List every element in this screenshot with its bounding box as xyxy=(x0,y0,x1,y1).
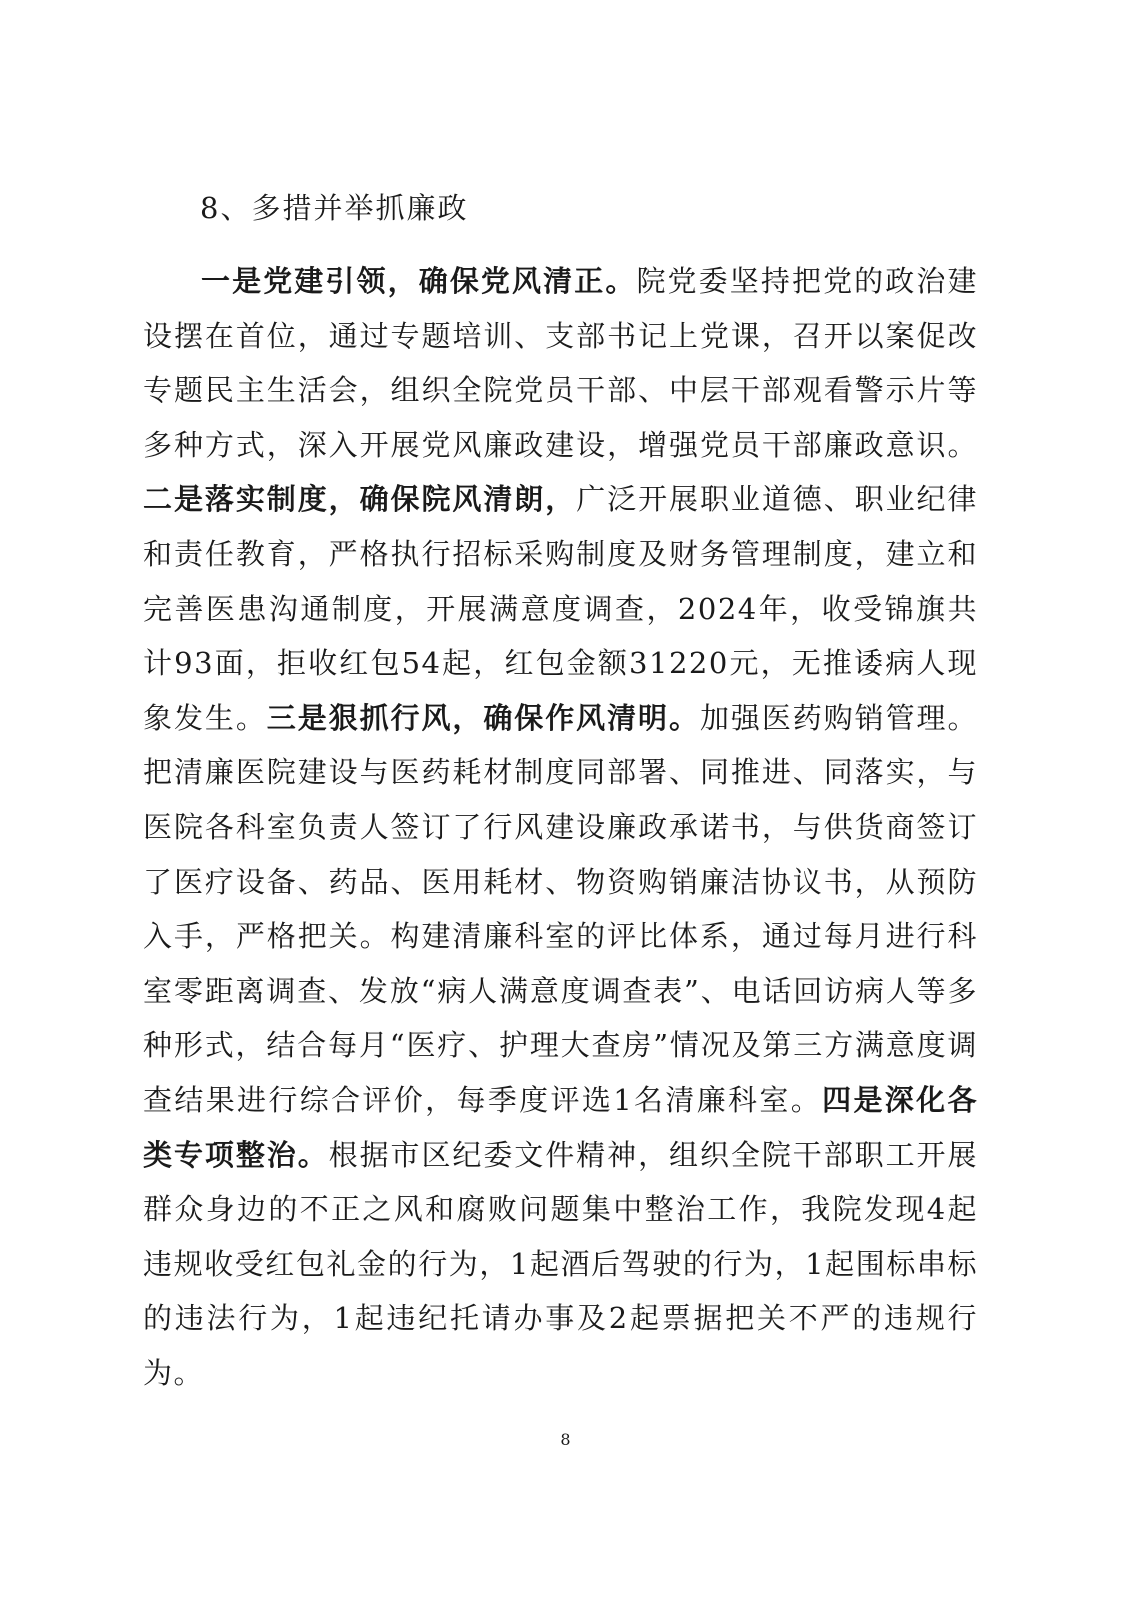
point-three-heading: 三是狠抓行风，确保作风清明。 xyxy=(266,700,700,735)
point-three-text: 加强医药购销管理。把清廉医院建设与医药耗材制度同部署、同推进、同落实，与医院各科室负责人签订了行风建设廉政承诺书，与供货商签订了医疗设备、药品、医用耗材、物资购销廉洁协议书，从预防入手，严格把关。构建清廉科室的评比体系，通过每月进行科室零距离调查、发放“病人满意度调查表”、电话回访病人等多种形式，结合每月“医疗、护理大查房”情况及第三方满意度调查结果进行综合评价，每季度评选1名清廉科室。 xyxy=(143,700,978,1117)
point-four-text: 根据市区纪委文件精神，组织全院干部职工开展群众身边的不正之风和腐败问题集中整治工作，我院发现4起违规收受红包礼金的行为，1起酒后驾驶的行为，1起围标串标的违法行为，1起违纪托请办事及2起票据把关不严的违规行为。 xyxy=(143,1137,978,1390)
point-two-text: 广泛开展职业道德、职业纪律和责任教育，严格执行招标采购制度及财务管理制度，建立和完善医患沟通制度，开展满意度调查，2024年，收受锦旗共计93面，拒收红包54起，红包金额31220元，无推诿病人现象发生。 xyxy=(143,482,978,735)
body-paragraph xyxy=(143,254,978,1400)
point-one-text: 院党委坚持把党的政治建设摆在首位，通过专题培训、支部书记上党课，召开以案促改专题民主生活会，组织全院党员干部、中层干部观看警示片等多种方式，深入开展党风廉政建设，增强党员干部廉政意识。 xyxy=(143,264,978,462)
point-one-heading: 一是党建引领，确保党风清正。 xyxy=(201,264,637,298)
section-heading: 8、多措并举抓廉政 xyxy=(200,191,469,225)
page-number: 8 xyxy=(560,1430,571,1449)
point-four-heading: 四是深化各类专项整治。 xyxy=(143,1082,978,1172)
point-two-heading: 二是落实制度，确保院风清朗， xyxy=(143,482,577,517)
